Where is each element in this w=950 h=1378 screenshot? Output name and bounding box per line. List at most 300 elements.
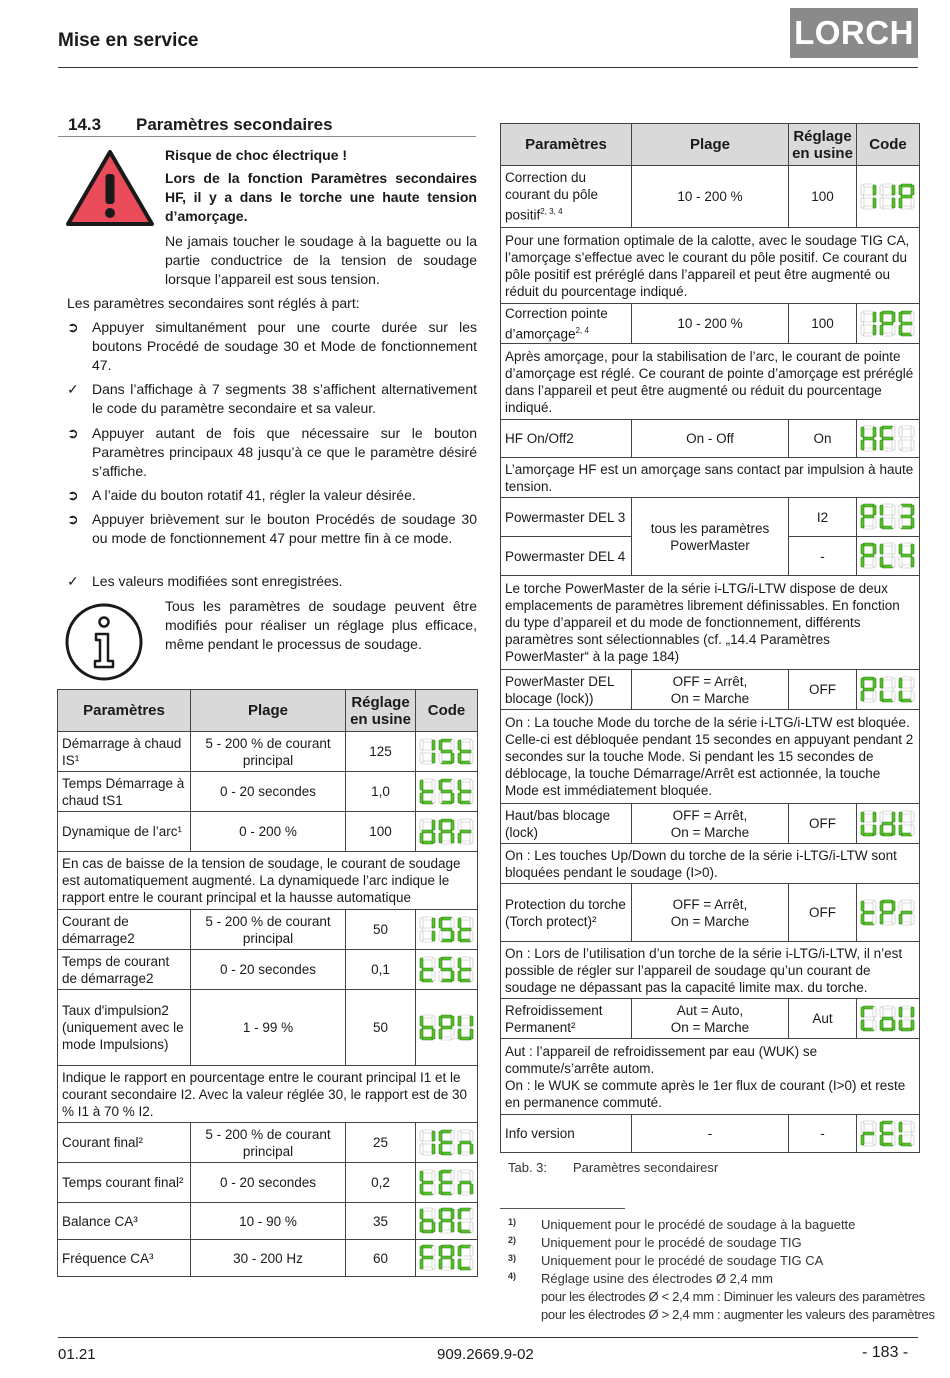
segment-g [863,322,874,325]
segment-e [420,971,423,981]
segment-a [901,900,912,903]
segment-d [901,333,912,336]
segment-f [439,1209,442,1219]
arrow-icon: ➲ [67,319,79,335]
segment-a [441,779,452,782]
segment-g [441,1181,452,1184]
table-row: Dynamique de l’arc¹ 0 - 200 % 100 [58,812,478,852]
segment-f [899,1122,902,1132]
segment-f [458,1131,461,1141]
segment-e [420,1144,423,1154]
segment-b [892,678,895,688]
table-row: Courant final² 5 - 200 % de courant principal 25 [58,1123,478,1163]
segment-c [432,793,435,803]
segment-g [882,437,893,440]
segment-g [460,750,471,753]
segment-c [911,825,914,835]
segment-g [882,1132,893,1135]
segment-b [892,901,895,911]
segment-f [420,918,423,928]
segment-d [882,1143,893,1146]
segment-g [441,968,452,971]
segment-e [458,793,461,803]
segment-g [901,195,912,198]
description-row: En cas de baisse de la tension de soudage, le courant de soudage est automatiquement augmenté. La dynamiquede l’arc indique le rapport entre le courant principal et la hausse automatique [58,852,478,910]
caption-text: Paramètres secondairesr [573,1160,719,1175]
segment-f [899,1007,902,1017]
segment-b [470,740,473,750]
segment-b [470,1016,473,1026]
segment-d [422,1267,433,1270]
segment-c [451,1144,454,1154]
segment-a [882,900,893,903]
segment-a [460,1245,471,1248]
table-row: PowerMaster DEL blocage (lock)) OFF = Arrêt, On = Marche OFF [501,670,920,710]
segment-b [892,1007,895,1017]
arrow-icon: ➲ [67,487,79,503]
segment-f [861,544,864,554]
segment-g [901,437,912,440]
segment-c [892,518,895,528]
segment-g [882,554,893,557]
right-parameter-table [500,123,920,1153]
segment-c [911,198,914,208]
segment-d [901,565,912,568]
segment-g [460,1256,471,1259]
segment-b [873,185,876,195]
segment-f [458,1246,461,1256]
header-range: Plage [632,124,789,166]
table-row: Temps courant final² 0 - 20 secondes 0,2 [58,1163,478,1203]
table-row: HF On/Off2 On - Off On [501,420,920,458]
segment-f [861,185,864,195]
segment-d [882,565,893,568]
warning-text: Ne jamais toucher le soudage à la baguette ou la partie conductrice de la tension de soudage lorsque l’appareil est sous tension. [165,233,477,287]
segment-e [458,931,461,941]
segment-b [451,1209,454,1219]
segment-c [432,753,435,763]
segment-f [439,1171,442,1181]
segment-e [880,914,883,924]
segment-f [439,1016,442,1026]
segment-b [432,1171,435,1181]
segment-d [882,699,893,702]
seven-segment-display [418,1128,477,1158]
segment-d [882,333,893,336]
check-icon: ✓ [67,381,79,397]
segment-b [432,820,435,830]
arrow-icon: ➲ [67,511,79,527]
seven-segment-display [418,915,477,945]
segment-d [863,1028,874,1031]
segment-e [458,1184,461,1194]
segment-f [420,1246,423,1256]
segment-a [882,1121,893,1124]
segment-c [451,1222,454,1232]
segment-a [441,739,452,742]
segment-b [451,958,454,968]
segment-e [439,1029,442,1039]
segment-a [422,739,433,742]
segment-b [451,918,454,928]
footnote-rule [500,1208,625,1209]
segment-g [441,790,452,793]
segment-g [422,1026,433,1029]
description-row: On : Les touches Up/Down du torche de la série i-LTG/i-LTW sont bloquées pendant le soudage (I>0). [501,844,920,884]
segment-g [901,515,912,518]
seven-segment-display [859,675,918,705]
segment-b [451,780,454,790]
segment-g [863,195,874,198]
segment-g [460,790,471,793]
segment-c [470,833,473,843]
segment-d [901,922,912,925]
segment-e [439,931,442,941]
seven-segment-display [418,737,477,767]
segment-e [458,1144,461,1154]
segment-c [470,1259,473,1269]
table-header-row [58,690,478,732]
segment-d [882,526,893,529]
segment-d [460,1192,471,1195]
seven-segment-display [418,1168,477,1198]
segment-e [420,1259,423,1269]
segment-d [422,761,433,764]
segment-b [432,780,435,790]
segment-c [451,1259,454,1269]
segment-c [432,1222,435,1232]
segment-b [432,1246,435,1256]
segment-e [420,1184,423,1194]
segment-a [901,1121,912,1124]
segment-d [460,1267,471,1270]
segment-b [873,544,876,554]
segment-f [899,505,902,515]
segment-b [432,1131,435,1141]
segment-d [863,333,874,336]
segment-b [432,1016,435,1026]
description-row: On : La touche Mode du torche de la série i-LTG/i-LTW est bloquée. Celle-ci est débloquée pendant 15 secondes en appuyant pendant 2 secondes sur la touche Mode. Si pendant les 15 secondes de déblocage, la touche Démarrage/Arrêt est actionnée, la touche Mode est immédiatement bloquée. [501,710,920,804]
segment-b [451,1131,454,1141]
segment-f [458,918,461,928]
segment-g [863,1017,874,1020]
segment-b [911,312,914,322]
segment-a [863,543,874,546]
segment-c [451,833,454,843]
segment-e [899,440,902,450]
segment-d [863,833,874,836]
segment-b [470,1171,473,1181]
segment-c [892,557,895,567]
segment-f [420,1209,423,1219]
segment-e [880,518,883,528]
segment-e [420,931,423,941]
segment-d [882,922,893,925]
segment-g [863,1132,874,1135]
segment-e [861,325,864,335]
info-icon [63,601,145,683]
segment-c [911,1020,914,1030]
segment-c [451,931,454,941]
segment-b [470,820,473,830]
segment-c [470,1184,473,1194]
segment-e [899,691,902,701]
segment-c [873,1135,876,1145]
segment-e [899,825,902,835]
segment-e [899,325,902,335]
segment-f [861,1007,864,1017]
seven-segment-display [859,1119,918,1149]
segment-b [432,740,435,750]
segment-g [441,928,452,931]
segment-a [460,739,471,742]
segment-c [911,1135,914,1145]
segment-e [899,1020,902,1030]
table-row: Info version - - [501,1115,920,1153]
description-row: On : Lors de l’utilisation d’un torche de la série i-LTG/i-LTW, il n’est possible de régler sur l’appareil de soudage qu’un courant de soudage ne dépassant pas la capacité limite max. du torche. [501,942,920,999]
segment-b [911,427,914,437]
segment-g [460,1219,471,1222]
segment-e [880,691,883,701]
segment-b [432,958,435,968]
segment-c [470,793,473,803]
segment-c [873,440,876,450]
segment-c [432,833,435,843]
segment-a [901,504,912,507]
segment-a [882,543,893,546]
segment-e [458,1222,461,1232]
segment-d [441,1152,452,1155]
segment-c [470,971,473,981]
segment-c [911,518,914,528]
seven-segment-display [418,1243,477,1273]
segment-c [892,691,895,701]
segment-e [880,198,883,208]
segment-g [422,1141,433,1144]
segment-g [901,1017,912,1020]
segment-b [451,1016,454,1026]
segment-f [458,740,461,750]
segment-e [458,1029,461,1039]
segment-c [911,440,914,450]
segment-b [892,544,895,554]
segment-b [470,958,473,968]
segment-a [901,811,912,814]
segment-d [863,565,874,568]
segment-f [880,678,883,688]
segment-b [432,918,435,928]
segment-d [441,1192,452,1195]
segment-a [882,811,893,814]
segment-a [882,504,893,507]
segment-c [873,914,876,924]
segment-g [441,1026,452,1029]
segment-f [899,312,902,322]
segment-g [901,688,912,691]
table-row: Powermaster DEL 4 - [501,537,920,576]
segment-e [420,833,423,843]
segment-f [880,427,883,437]
segment-f [420,1131,423,1141]
section-number: 14.3 [68,115,102,134]
segment-d [441,1230,452,1233]
seven-segment-display [418,1206,477,1236]
seven-segment-display [859,502,918,532]
table-caption [508,1160,718,1175]
segment-b [873,678,876,688]
seven-segment-display [859,1004,918,1034]
segment-b [892,185,895,195]
segment-g [460,1141,471,1144]
segment-b [451,1246,454,1256]
segment-b [432,1209,435,1219]
segment-b [873,812,876,822]
segment-g [901,1132,912,1135]
segment-g [882,195,893,198]
segment-f [880,901,883,911]
segment-g [901,911,912,914]
segment-f [880,505,883,515]
segment-g [441,1141,452,1144]
segment-f [861,427,864,437]
segment-a [882,426,893,429]
table-row: Balance CA³ 10 - 90 % 35 [58,1203,478,1240]
segment-c [451,1184,454,1194]
table-row: Courant de démarrage2 5 - 200 % de courant principal 50 [58,910,478,950]
segment-e [439,1184,442,1194]
segment-f [458,958,461,968]
segment-d [863,526,874,529]
seven-segment-display [859,809,918,839]
segment-d [441,979,452,982]
segment-g [441,1219,452,1222]
description-row: L’amorçage HF est un amorçage sans contact par impulsion à haute tension. [501,458,920,498]
table-row: Correction du courant du pôle positif$^{2, 3, 4}$ 10 - 200 % 100 [501,166,920,228]
segment-g [901,322,912,325]
segment-g [882,1017,893,1020]
segment-a [901,677,912,680]
segment-d [863,699,874,702]
segment-a [441,1130,452,1133]
segment-d [460,1230,471,1233]
segment-c [892,1020,895,1030]
segment-c [911,914,914,924]
segment-a [422,917,433,920]
segment-g [863,822,874,825]
segment-c [451,971,454,981]
segment-a [882,1006,893,1009]
segment-f [439,1131,442,1141]
segment-g [422,968,433,971]
segment-a [441,819,452,822]
arrow-icon: ➲ [67,425,79,441]
segment-d [901,1143,912,1146]
segment-e [861,198,864,208]
segment-b [470,1131,473,1141]
segment-f [880,185,883,195]
check-icon: ✓ [67,573,79,589]
segment-a [863,426,874,429]
segment-f [458,1209,461,1219]
seven-segment-display [859,309,918,339]
segment-g [863,437,874,440]
header-default: Réglage en usine [346,690,416,732]
table-row: Fréquence CA³ 30 - 200 Hz 60 [58,1240,478,1277]
segment-e [458,753,461,763]
segment-g [882,688,893,691]
segment-e [439,753,442,763]
segment-e [880,440,883,450]
segment-a [863,1006,874,1009]
segment-e [439,833,442,843]
segment-b [911,1122,914,1132]
segment-g [460,1181,471,1184]
segment-c [432,1029,435,1039]
segment-c [892,440,895,450]
segment-e [899,914,902,924]
segment-a [441,1170,452,1173]
segment-g [901,822,912,825]
segment-d [441,1267,452,1270]
segment-a [441,1245,452,1248]
segment-e [899,1135,902,1145]
segment-e [880,1135,883,1145]
segment-d [460,801,471,804]
segment-d [441,1037,452,1040]
segment-d [901,206,912,209]
segment-b [873,901,876,911]
segment-g [441,1256,452,1259]
segment-d [901,833,912,836]
segment-d [901,526,912,529]
segment-a [441,957,452,960]
warning-triangle-icon [64,148,156,230]
segment-f [861,678,864,688]
segment-a [422,819,433,822]
segment-d [882,448,893,451]
segment-e [861,1020,864,1030]
description-row: Le torche PowerMaster de la série i-LTG/i-LTW dispose de deux emplacements de paramètres librement définissables. En fonction du type d’appareil et du mode de fonctionnement, différents paramètres sont sélectionnables (cf. „14.4 Paramètres PowerMaster“ à la page 184) [501,576,920,670]
segment-b [873,427,876,437]
segment-e [439,1144,442,1154]
segment-b [911,185,914,195]
segment-e [420,1029,423,1039]
segment-e [880,825,883,835]
segment-d [863,922,874,925]
segment-f [861,901,864,911]
segment-d [863,1143,874,1146]
segment-a [460,779,471,782]
segment-a [863,504,874,507]
segment-a [422,1245,433,1248]
segment-a [422,779,433,782]
segment-b [451,820,454,830]
segment-e [880,557,883,567]
segment-c [892,198,895,208]
table-row: Taux d'impulsion2 (uniquement avec le mode Impulsions) 1 - 99 % 50 [58,990,478,1066]
segment-a [863,811,874,814]
table-row: Correction pointe d’amorçage$^{2, 4}$ 10 - 200 % 100 [501,304,920,344]
segment-g [882,322,893,325]
segment-g [422,750,433,753]
segment-e [899,198,902,208]
segment-d [422,801,433,804]
segment-f [420,780,423,790]
segment-e [861,1135,864,1145]
segment-g [460,830,471,833]
segment-c [432,1259,435,1269]
segment-c [873,557,876,567]
